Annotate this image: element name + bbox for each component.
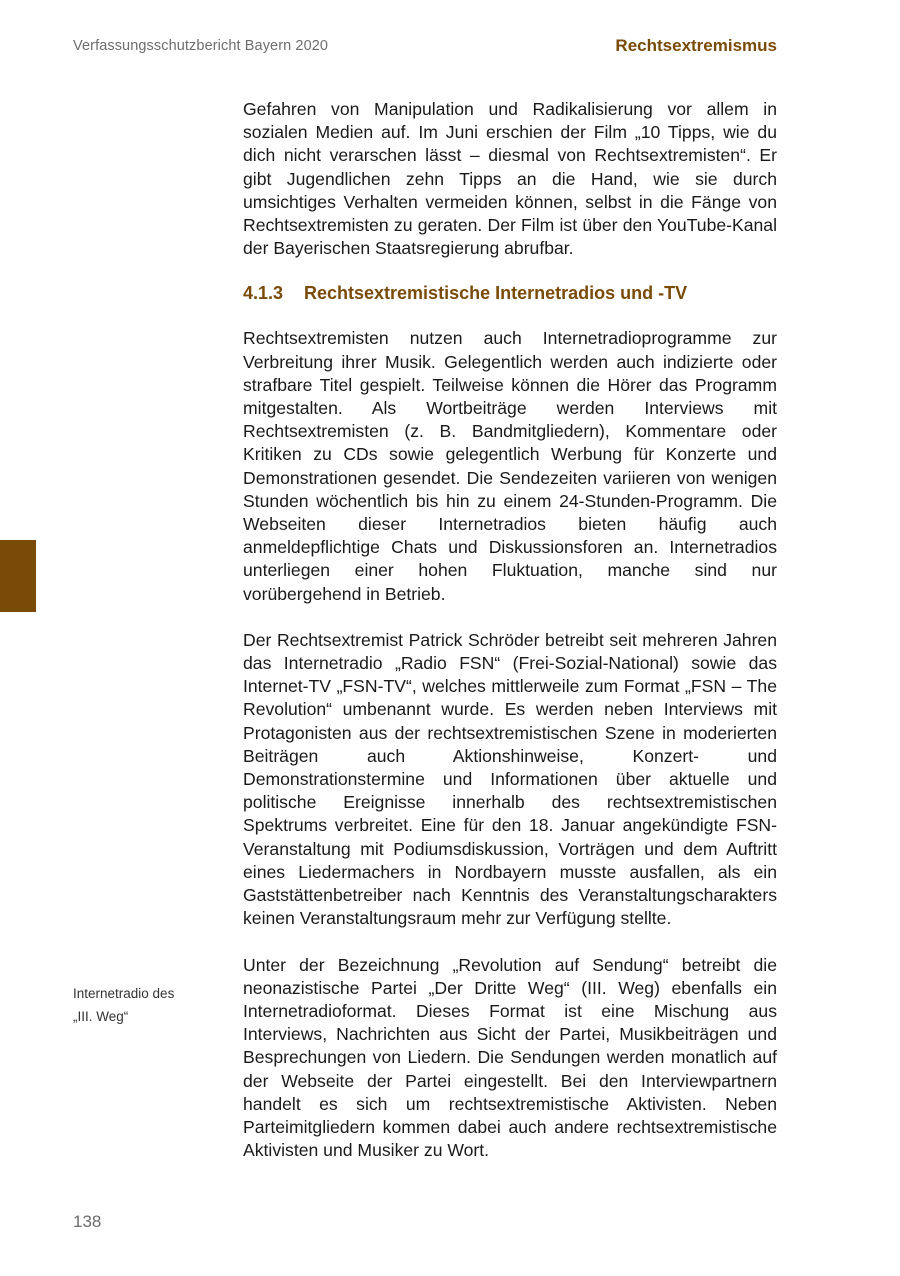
paragraph-fsn: Der Rechtsextremist Patrick Schröder betreibt seit mehreren Jahren das Internetradio „Radio FSN“ (Frei-Sozial-National) sowie das Internet-TV „FSN-TV“, welches mittlerweile zum Format „FSN – The Revolution“ umbenannt wurde. Es werden neben Interviews mit Protagonisten aus der rechtsextremistischen Szene in moderierten Beiträgen auch Aktionshinweise, Konzert- und Demonstrationstermine und Informationen über aktuelle und politische Ereignisse innerhalb des rechtsextremistischen Spektrums verbreitet. Eine für den 18. Januar angekündigte FSN-Veranstaltung mit Podiumsdiskussion, Vorträgen und dem Auftritt eines Liedermachers in Nordbayern musste ausfallen, als ein Gaststättenbetreiber nach Kenntnis des Veranstaltungscharakters keinen Veranstaltungsraum mehr zur Verfügung stellte. [243,629,777,929]
margin-note [73,982,223,1028]
main-text-column [243,98,777,1162]
running-header-chapter: Rechtsextremismus [615,36,777,55]
running-header-publication: Verfassungsschutzbericht Bayern 2020 [73,38,329,54]
page-number: 138 [73,1212,102,1231]
paragraph-internetradios: Rechtsextremisten nutzen auch Internetradioprogramme zur Verbreitung ihrer Musik. Gelegentlich werden auch indizierte oder strafbare Titel gespielt. Teilweise können die Hörer das Programm mitgestalten. Als Wortbeiträge werden Interviews mit Rechtsextremisten (z. B. Bandmitgliedern), Kommentare oder Kritiken zu CDs sowie gelegentlich Werbung für Konzerte und Demonstrationen gesendet. Die Sendezeiten variieren von wenigen Stunden wöchentlich bis hin zu einem 24-Stunden-Programm. Die Webseiten dieser Internetradios bieten häufig auch anmeldepflichtige Chats und Diskussionsforen an. Internetradios unterliegen einer hohen Fluktuation, manche sind nur vorübergehend in Betrieb. [243,328,777,604]
section-title: Rechtsextremistische Internetradios und -TV [304,283,688,304]
margin-note-line-1: Internetradio des [73,986,175,1001]
chapter-tab-marker [0,540,36,612]
paragraph-intro: Gefahren von Manipulation und Radikalisierung vor allem in sozialen Medien auf. Im Juni erschien der Film „10 Tipps, wie du dich nicht verarschen lässt – diesmal von Rechtsextremisten“. Er gibt Jugendlichen zehn Tipps an die Hand, wie sie durch umsichtiges Verhalten vermeiden können, selbst in die Fänge von Rechtsextremisten zu geraten. Der Film ist über den YouTube-Kanal der Bayerischen Staatsregierung abrufbar. [243,99,777,259]
paragraph-third-way: Unter der Bezeichnung „Revolution auf Sendung“ betreibt die neonazistische Partei „Der Dritte Weg“ (III. Weg) ebenfalls ein Internetradioformat. Dieses Format ist eine Mischung aus Interviews, Nachrichten aus Sicht der Partei, Musikbeiträgen und Besprechungen von Liedern. Die Sendungen werden monatlich auf der Webseite der Partei eingestellt. Bei den Interviewpartnern handelt es sich um rechtsextremistische Aktivisten. Neben Parteimitgliedern kommen dabei auch andere rechtsextremistische Aktivisten und Musiker zu Wort. [243,954,777,1161]
margin-note-line-2: „III. Weg“ [73,1009,129,1024]
section-heading [243,282,777,305]
section-number: 4.1.3 [243,283,284,304]
